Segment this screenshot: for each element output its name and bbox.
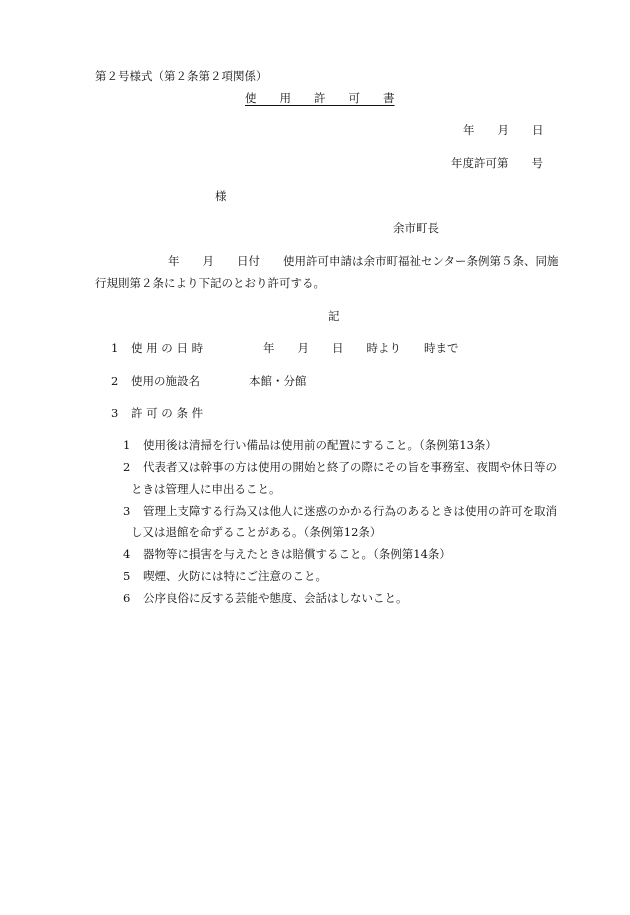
condition-text-continued: し又は退館を命ずることがある。（条例第12条） (131, 525, 382, 539)
issuer: 余市町長 (393, 221, 439, 235)
condition-text: 代表者又は幹事の方は使用の開始と終了の際にその旨を事務室、夜間や休日等の (143, 460, 557, 474)
item-value: 本館・分館 (249, 374, 307, 388)
condition-text: 管理上支障する行為又は他人に迷惑のかかる行為のあるときは使用の許可を取消 (143, 504, 557, 518)
item-value: 年 月 日 時より 時まで (263, 341, 459, 355)
intro-line-1: 年 月 日付 使用許可申請は余市町福祉センター条例第５条、同施 (168, 254, 559, 268)
form-label: 第２号様式（第２条第２項関係） (95, 69, 268, 83)
condition-text: 器物等に損害を与えたときは賠償すること。（条例第14条） (143, 547, 451, 561)
item-number: 2 (111, 374, 119, 388)
item-number: 1 (111, 341, 119, 355)
date-line: 年 月 日 (463, 123, 544, 137)
condition-number: 4 (123, 547, 131, 561)
permit-number: 年度許可第 号 (451, 156, 543, 170)
document-title: 使 用 許 可 書 (245, 91, 395, 105)
intro-line-2: 行規則第２条により下記のとおり許可する。 (95, 276, 325, 290)
condition-text: 使用後は清掃を行い備品は使用前の配置にすること。（条例第13条） (143, 438, 497, 452)
item-label: 使 用 の 日 時 (131, 341, 204, 355)
ki-mark: 記 (328, 309, 340, 323)
addressee-suffix: 様 (215, 189, 227, 203)
item-label: 許 可 の 条 件 (131, 406, 204, 420)
condition-number: 2 (123, 460, 131, 474)
item-label: 使用の施設名 (131, 374, 200, 388)
condition-number: 6 (123, 591, 131, 605)
condition-text: 公序良俗に反する芸能や態度、会話はしないこと。 (143, 591, 408, 605)
condition-number: 5 (123, 569, 131, 583)
item-number: 3 (111, 406, 119, 420)
condition-number: 3 (123, 504, 131, 518)
condition-text: 喫煙、火防には特にご注意のこと。 (143, 569, 327, 583)
condition-text-continued: ときは管理人に申出ること。 (131, 482, 281, 496)
condition-number: 1 (123, 438, 131, 452)
